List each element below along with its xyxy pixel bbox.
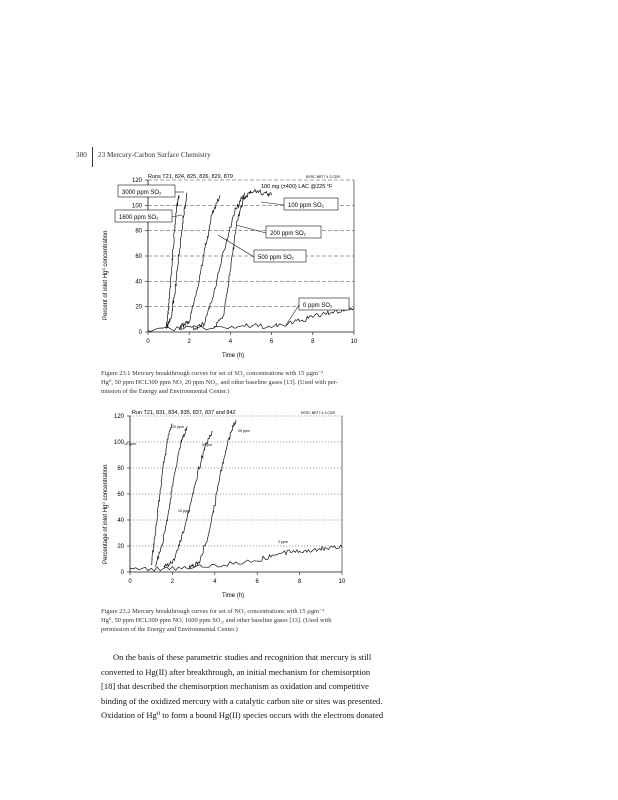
chart1-ylabel: Percent of inlet Hg⁰ concentration: [103, 230, 109, 320]
figure-1-caption: [101, 369, 413, 396]
y-tick-label: 20: [117, 544, 124, 550]
series-line: [151, 424, 172, 565]
curve-label: 5 ppm: [202, 443, 212, 447]
curve-label: 25 ppm: [238, 429, 250, 433]
chart1-corner-code: EERC BRT7 4 2.CDR: [306, 175, 340, 179]
y-tick-label: 0: [120, 570, 124, 576]
series-line: [179, 195, 220, 330]
body-paragraph: [101, 650, 414, 723]
paragraph-line: binding of the oxidized mercury with a catalytic carbon site or sites was presented.: [101, 695, 383, 706]
x-tick-label: 0: [146, 339, 150, 345]
series-label-leader: [261, 202, 284, 205]
paragraph-line: converted to Hg(II) after breakthrough, an initial mechanism for chemisorption: [101, 666, 371, 677]
chart2-ylabel: Percentage of inlet Hg⁰ concentration: [103, 464, 109, 564]
running-title: 23 Mercury-Carbon Surface Chemistry: [98, 151, 211, 159]
chart1-xlabel: Time (h): [222, 353, 245, 359]
figure-2: [96, 406, 366, 602]
series-label: 3000 ppm SO₂: [122, 190, 162, 196]
paragraph-line: [18] that described the chemisorption mechanism as oxidation and competitive: [101, 681, 369, 691]
series-line: [164, 432, 213, 567]
chart2-gridlines: [130, 416, 342, 546]
x-tick-label: 0: [128, 579, 132, 585]
caption-line: Hg⁰, 50 ppm HCL300 ppm NO, 20 ppm NO₂, and other baseline gases [13]. (Used with per-: [101, 379, 338, 386]
chart2-corner-code: EERC BRT7 4 3.CDR: [301, 411, 335, 415]
x-tick-label: 8: [311, 339, 315, 345]
chart1-title: Runs T21, 824, 825, 826, 829, 879: [148, 174, 233, 180]
caption-line: Figure 23.1 Mercury breakthrough curves for set of SO₂ concentrations with 15 µgm⁻³: [101, 370, 324, 377]
y-tick-label: 60: [135, 254, 142, 260]
y-tick-label: 40: [135, 279, 142, 286]
figure-1-chart: [96, 170, 366, 365]
curve-label: 2 ppm: [278, 540, 288, 544]
chart2-title: Run T21, 831, 834, 835, 837, 837 and 842: [132, 410, 236, 416]
series-label: 100 ppm SO₂: [288, 203, 325, 209]
figure-2-caption: [101, 607, 413, 634]
figure-1: [96, 170, 366, 365]
series-label: 500 ppm SO₂: [258, 255, 295, 261]
caption-line: permission of the Energy and Environmental Center.): [101, 626, 238, 633]
y-tick-label: 120: [113, 414, 124, 420]
series-label: 0 ppm SO₂: [303, 303, 333, 309]
x-tick-label: 8: [297, 579, 302, 585]
series-line: [193, 193, 245, 330]
series-label-leader: [172, 215, 182, 217]
caption-line: Hg⁰, 50 ppm HCL300 ppm NO, 1600 ppm SO₂, and other baseline gases [13]. (Used with: [101, 617, 332, 624]
curve-label: 20 ppm: [172, 425, 184, 429]
y-tick-label: 120: [131, 178, 142, 184]
curve-label: 10 ppm: [178, 509, 190, 513]
series-label: 200 ppm SO₂: [270, 231, 307, 237]
series-line: [155, 426, 187, 566]
series-line: [130, 545, 342, 571]
y-tick-label: 60: [117, 492, 124, 498]
x-tick-label: 10: [338, 579, 346, 585]
y-tick-label: 0: [138, 330, 142, 336]
y-tick-label: 80: [135, 228, 142, 235]
y-tick-label: 20: [135, 304, 142, 311]
x-tick-label: 2: [187, 339, 191, 345]
y-tick-label: 100: [113, 440, 124, 446]
caption-line: Figure 23.2 Mercury breakthrough curves for set of NO₂ concentrations with 15 µgm⁻³: [101, 608, 325, 615]
series-label-leader: [236, 225, 266, 233]
y-tick-label: 40: [117, 518, 124, 524]
series-line: [148, 307, 354, 331]
chart2-xlabel: Time (h): [222, 593, 245, 599]
curve-label: 10 ppm: [124, 442, 136, 446]
caption-line: mission of the Energy and Environmental Center.): [101, 388, 230, 395]
x-tick-label: 4: [213, 579, 217, 585]
x-tick-label: 4: [228, 339, 233, 345]
x-tick-label: 10: [350, 339, 358, 345]
series-label: 1600 ppm SO₂: [119, 215, 159, 221]
series-label-leader: [286, 305, 299, 325]
paragraph-line: On the basis of these parametric studies and recognition that mercury is still: [113, 652, 372, 662]
series-label-leader: [218, 235, 254, 257]
y-tick-label: 80: [117, 466, 124, 472]
chart1-annotation: 100 mg (±400) LAC @225 °F: [261, 184, 333, 190]
header-rule: [92, 147, 93, 167]
page-number: 380: [76, 151, 87, 159]
x-tick-label: 6: [255, 579, 259, 585]
figure-2-chart: [96, 406, 366, 602]
x-tick-label: 2: [170, 579, 175, 585]
paragraph-line: Oxidation of Hg⁰ to form a bound Hg(II) species occurs with the electrons donated: [101, 710, 384, 720]
x-tick-label: 6: [269, 339, 274, 345]
y-tick-label: 100: [131, 203, 142, 210]
